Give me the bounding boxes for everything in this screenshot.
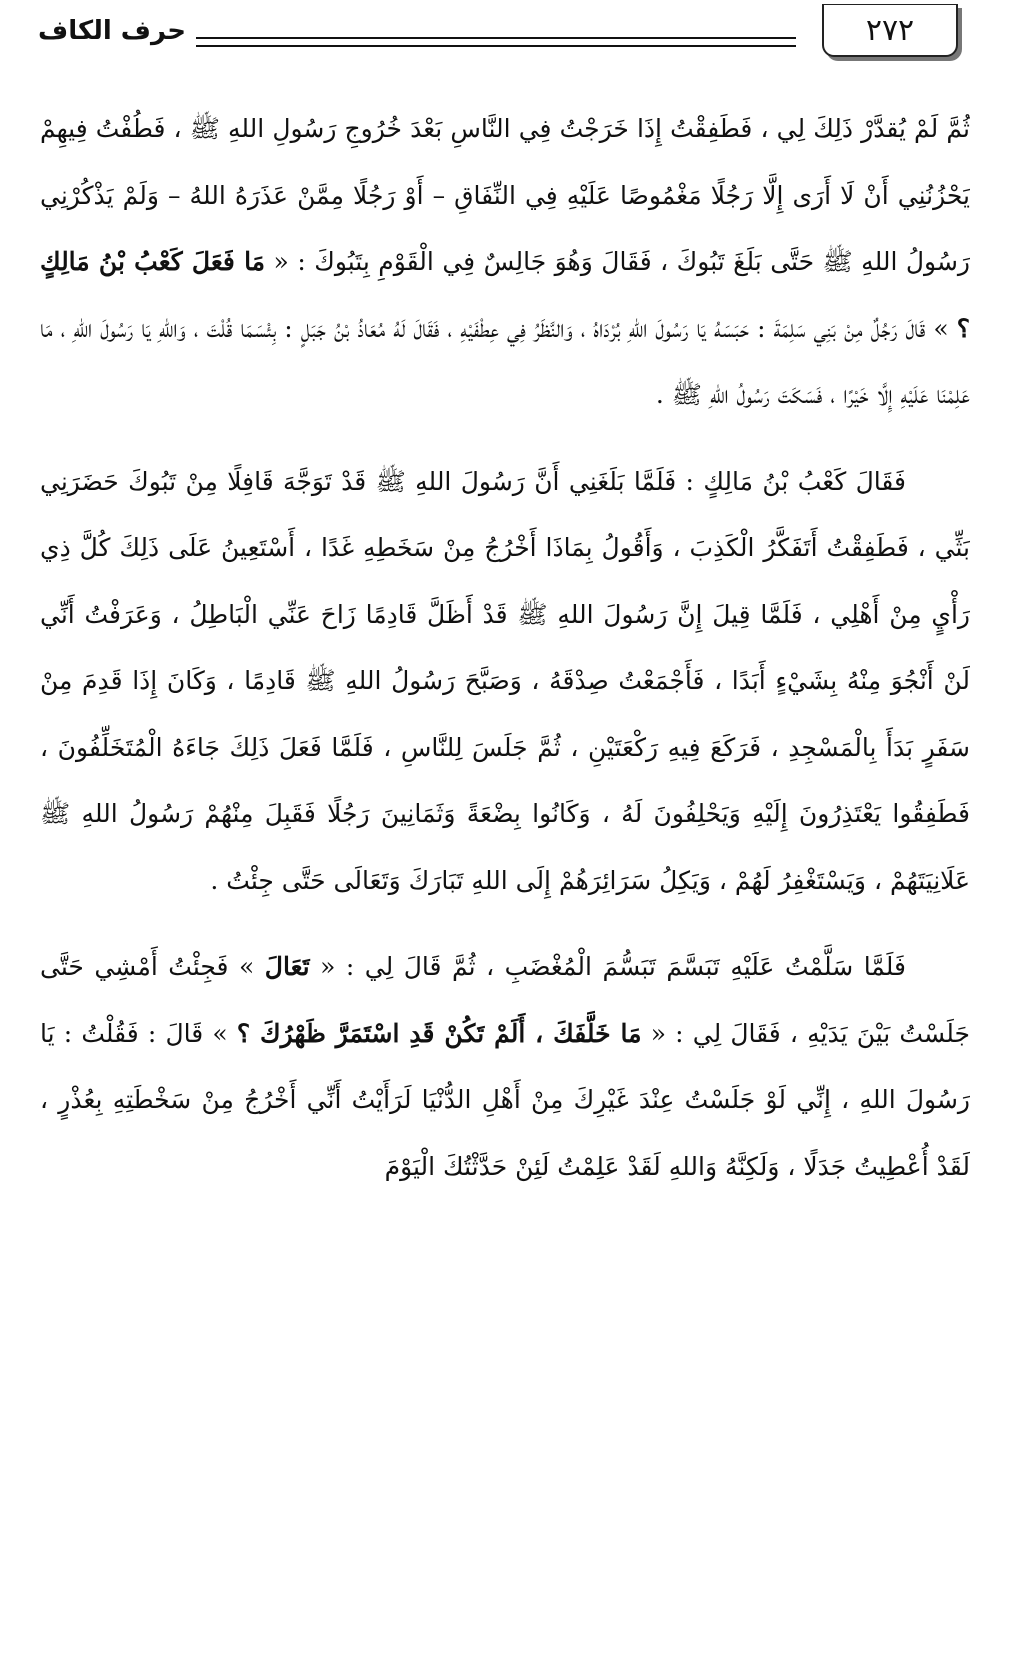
page-number-box <box>822 4 958 57</box>
paragraph-2 <box>40 449 970 915</box>
paragraph-3 <box>40 934 970 1200</box>
quoted-speech: مَا فَعَلَ كَعْبُ بْنُ مَالِكٍ ؟ <box>40 247 970 343</box>
header-double-rule <box>196 37 796 47</box>
text-run: » قَالَ : فَقُلْتُ : يَا رَسُولَ اللهِ ، إِنِّي لَوْ جَلَسْتُ عِنْدَ غَيْرِكَ مِنْ أَهْلِ الدُّنْيَا لَرَأَيْتُ أَنِّي أَخْرُجُ مِنْ سَخْطَتِهِ بِعُذْرٍ ، لَقَدْ أُعْطِيتُ جَدَلًا ، وَلَكِنَّهُ وَاللهِ لَقَدْ عَلِمْتُ لَئِنْ حَدَّثْتُكَ الْيَوْمَ <box>40 1018 970 1181</box>
quoted-speech: تَعَالَ <box>264 952 310 981</box>
quoted-speech: مَا خَلَّفَكَ ، أَلَمْ تَكُنْ قَدِ اسْتَمَرَّ ظَهْرُكَ ؟ <box>236 1018 642 1048</box>
text-run: ثُمَّ لَمْ يُقدَّرْ ذَلِكَ لِي ، فَطَفِقْتُ إِذَا خَرَجْتُ فِي النَّاسِ بَعْدَ خُرُوجِ رَسُولِ اللهِ ﷺ ، فَطُفْتُ فِيهِمْ يَحْزُنُنِي أَنْ لَا أَرَى إِلَّا رَجُلًا مَغْمُوصًا عَلَيْهِ فِي النِّفَاقِ – أَوْ رَجُلًا مِمَّنْ عَذَرَهُ اللهُ – وَلَمْ يَذْكُرْنِي رَسُولُ اللهِ ﷺ حَتَّى بَلَغَ تَبُوكَ ، فَقَالَ وَهُوَ جَالِسٌ فِي الْقَوْمِ بِتَبُوكَ : « <box>40 114 970 276</box>
text-run: » فَجِئْتُ أَمْشِي حَتَّى جَلَسْتُ بَيْنَ يَدَيْهِ ، فَقَالَ لِي : « <box>40 952 970 1048</box>
section-title: حرف الكاف <box>38 16 186 46</box>
text-run: فَقَالَ كَعْبُ بْنُ مَالِكٍ : فَلَمَّا بَلَغَنِي أَنَّ رَسُولَ اللهِ ﷺ قَدْ تَوَجَّهَ قَافِلًا مِنْ تَبُوكَ حَضَرَنِي بَثِّي ، فَطَفِقْتُ أَتَفَكَّرُ الْكَذِبَ ، وَأَقُولُ بِمَاذَا أَخْرُجُ مِنْ سَخَطِهِ غَدًا ، أَسْتَعِينُ عَلَى ذَلِكَ كُلَّ ذِي رَأْيٍ مِنْ أَهْلِي ، فَلَمَّا قِيلَ إِنَّ رَسُولَ اللهِ ﷺ قَدْ أَظَلَّ قَادِمًا زَاحَ عَنِّي الْبَاطِلُ ، وَعَرَفْتُ أَنِّي لَنْ أَنْجُوَ مِنْهُ بِشَيْءٍ أَبَدًا ، فَأَجْمَعْتُ صِدْقَهُ ، وَصَبَّحَ رَسُولُ اللهِ ﷺ قَادِمًا ، وَكَانَ إِذَا قَدِمَ مِنْ سَفَرٍ بَدَأَ بِالْمَسْجِدِ ، فَرَكَعَ فِيهِ رَكْعَتَيْنِ ، ثُمَّ جَلَسَ لِلنَّاسِ ، فَلَمَّا فَعَلَ ذَلِكَ جَاءَهُ الْمُتَخَلِّفُونَ ، فَطَفِقُوا يَعْتَذِرُونَ إِلَيْهِ وَيَحْلِفُونَ لَهُ ، وَكَانُوا بِضْعَةً وَثَمَانِينَ رَجُلًا فَقَبِلَ مِنْهُمْ رَسُولُ اللهِ ﷺ عَلَانِيَتَهُمْ ، وَيَسْتَغْفِرُ لَهُمْ ، وَيَكِلُ سَرَائِرَهُمْ إِلَى اللهِ تَبَارَكَ وَتَعَالَى حَتَّى جِئْتُ . <box>40 466 970 895</box>
page-number: ٢٧٢ <box>865 12 915 48</box>
text-run: فَلَمَّا سَلَّمْتُ عَلَيْهِ تَبَسَّمَ تَبَسُّمَ الْمُغْضَبِ ، ثُمَّ قَالَ لِي : « <box>309 952 906 981</box>
page-body <box>40 96 970 1596</box>
text-run: » قَالَ رَجُلٌ مِنْ بَنِي سَلِمَةَ : حَبَسَهُ يَا رَسُولَ اللهِ بُرْدَاهُ ، وَالنَّظَرُ فِي عِطْفَيْهِ ، فَقَالَ لَهُ مُعَاذُ بْنُ جَبَلٍ : بِئْسَمَا قُلْتَ ، وَاللهِ يَا رَسُولَ اللهِ ، مَا عَلِمْنَا عَلَيْهِ إِلَّا خَيْرًا ، فَسَكَتَ رَسُولُ اللهِ ﷺ . <box>40 313 970 409</box>
paragraph-1 <box>40 96 970 429</box>
page-header <box>0 4 1010 60</box>
